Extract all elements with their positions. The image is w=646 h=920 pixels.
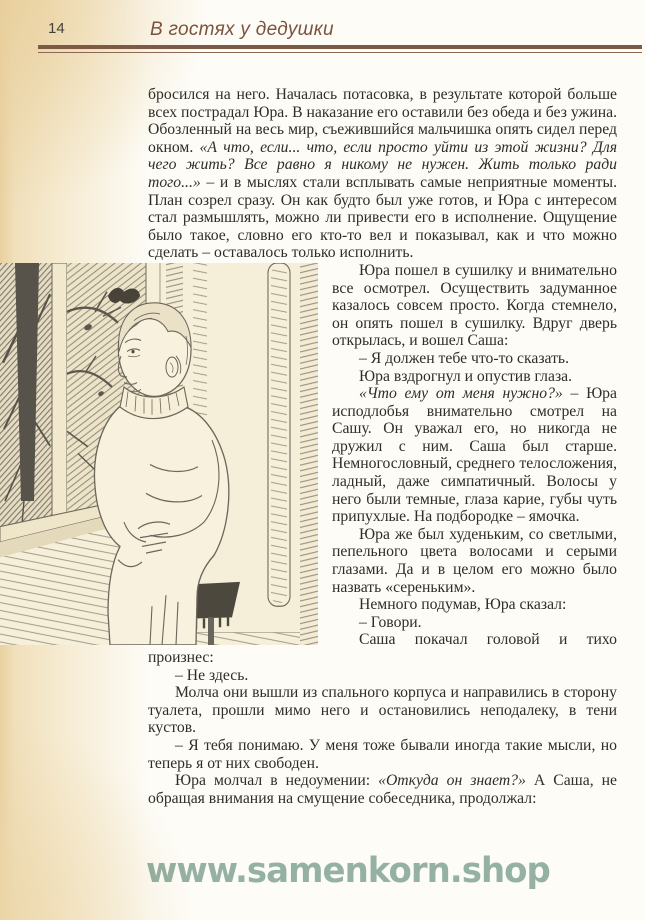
paragraph: – Я тебя понимаю. У меня тоже бывали иногда такие мысли, но теперь я от них свободен. (148, 736, 617, 772)
page-number: 14 (48, 20, 65, 37)
paragraph: – Не здесь. (175, 666, 249, 684)
paragraph: Молча они вышли из спального корпуса и направились в сторону туалета, прошли мимо него и остановились неподалеку, в тени кустов. (148, 684, 617, 737)
boy-by-window-sketch (0, 263, 318, 645)
paragraph: Юра пошел в сушилку и внимательно все осмотрел. Осуществить задуманное казалось совсем просто. Когда стемнело, он опять пошел в сушилку. Вдруг дверь открылась, и вошел Саша: (332, 261, 617, 350)
paragraph: Саша покачал головой и тихо произнес: (148, 631, 617, 666)
illustration-boy-window (0, 263, 318, 645)
header-rule-thin (38, 52, 642, 53)
body-text (148, 86, 617, 807)
paragraph: – Я должен тебе что-то сказать. (359, 349, 570, 367)
header-rule-thick (38, 45, 642, 49)
paragraph: Юра вздрогнул и опустив глаза. (359, 367, 573, 385)
watermark-text: www.samenkorn.shop (146, 851, 550, 891)
paragraph: Юра же был худеньким, со светлыми, пепельного цвета волосами и серыми глазами. Да и в целом его можно было назвать «сереньким». (332, 525, 617, 596)
paragraph: бросился на него. Началась потасовка, в результате которой больше всех пострадал Юра. В наказание его оставили без обеда и без ужина. Обозленный на весь мир, съежившийся мальчишка опять сидел перед окном. «А что, если... что, если просто уйти из этой жизни? Для чего жить? Все равно я никому не нужен. Жить только ради того...» – и в мыслях стали всплывать самые неприятные моменты. План созрел сразу. Он как будто был уже готов, и Юра с интересом стал размышлять, можно ли привести его в исполнение. Ощущение было такое, словно его кто-то вел и показывал, как и что можно сделать – оставалось только исполнить. (148, 86, 617, 262)
paragraph: Немного подумав, Юра сказал: (359, 596, 567, 614)
paragraph: Юра молчал в недоумении: «Откуда он знает?» А Саша, не обращая внимания на смущение собеседника, продолжал: (148, 772, 617, 807)
running-head: В гостях у дедушки (150, 19, 334, 40)
paragraph: «Что ему от меня нужно?» – Юра исподлобья внимательно смотрел на Сашу. Он уважал его, но никогда не дружил с ним. Саша был старше. Немногословный, среднего телосложения, ладный, даже симпатичный. Волосы у него были темные, глаза карие, губы чуть припухлые. На подбородке – ямочка. (332, 385, 617, 526)
paragraph: – Говори. (359, 613, 422, 631)
paragraph-group-top (148, 86, 617, 262)
